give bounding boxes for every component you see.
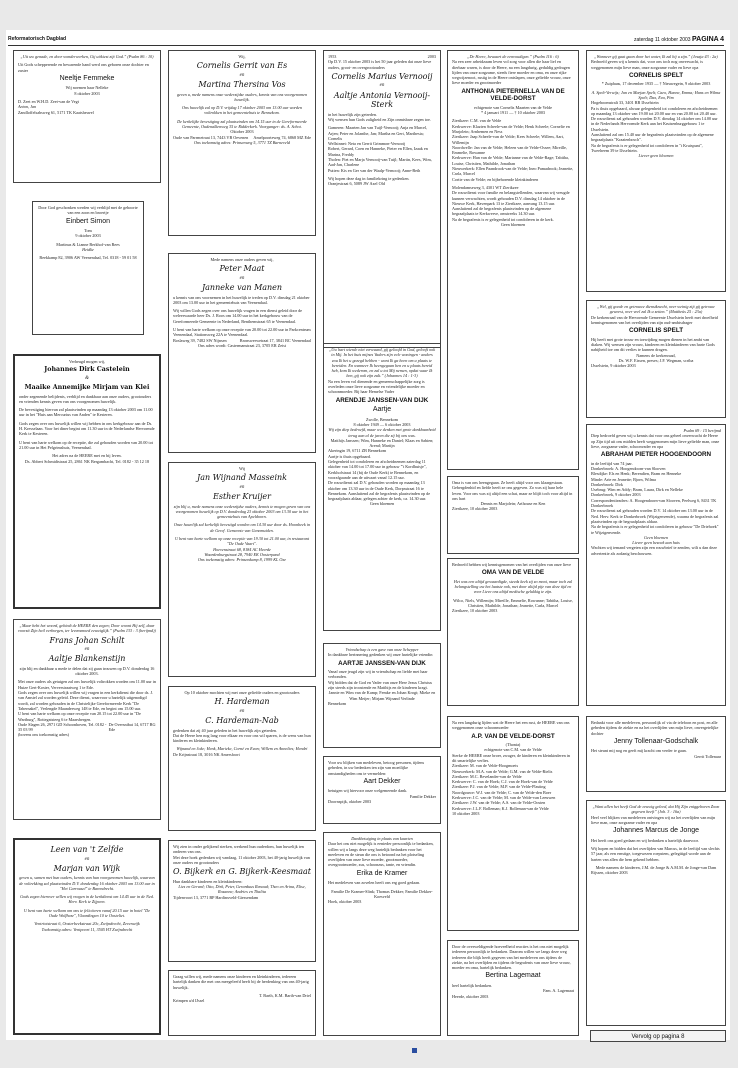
groom-name: Leen van 't Zelfde [50, 845, 124, 854]
condolence-info: Na de begrafenis is er gelegenheid tot condoleren in de kerk. [452, 216, 554, 222]
future-address: Ons adres wordt: Castermanstraat 23, 3705 ER Zeist [197, 342, 287, 348]
notice-text: Na een leven vol dienende en gemeenschappelijke zorg is overleden onze lieve zorgzame en vriendelijke moeder en schoonmoeder. Bij haar Hemelse Vader [328, 378, 425, 395]
deceased-name: A.P. VAN DE VELDE-DORST [471, 732, 555, 740]
notice-text: Heel veel blijken van medeleven ontvingen wij na het overlijden van mijn lieve man, onze zorgzame vader en opa [591, 814, 716, 825]
wedding-notice-castelein [13, 354, 161, 609]
family-row: Zierikzee: M.C. Bevelander-van de Velde [452, 773, 522, 779]
family-list [452, 118, 574, 182]
notice-text: In dankbare herinnering gedenken wij onze hartelijke vriendin [328, 652, 433, 658]
anniversary-notice-hardeman [168, 686, 316, 831]
notice-text: Daar het ons niet mogelijk is eenieder persoonlijk te bedanken, willen wij u langs deze weg hartelijk bedanken voor het meeleven en de steun die ons is betoond na het plotseling overlijden van onze lieve moeder, grootmoeder, overgrootmoeder, zus, schoonzus, tante, en vriendin. [328, 841, 434, 868]
notice-text: Door God geschonken werden wij verblijd met de geboorte van een zoon en broertje [38, 205, 138, 216]
address-row [18, 722, 156, 733]
anniversary-notice-keesmaat [168, 840, 316, 962]
bible-quote: „De Heere, bewaart de eenvoudigen.” (Psalm 116 : 6) [467, 54, 559, 59]
notice-text: u kennis van ons voornemen in het huwelijk te treden op D.V. dinsdag 21 oktober 2003 om 13.00 uur in het gemeentehuis van Veenendaal. [173, 294, 310, 305]
notice-date: Oktober 2003 [230, 129, 254, 135]
place: Krimpen a/d IJssel [173, 998, 205, 1004]
paper-name: Reformatorisch Dagblad [8, 36, 67, 42]
address-bride: Amelpoorteweg 74, 6868 MZ Ede [253, 134, 311, 140]
parents: D. Zeet en W.H.D. Zeet-van de Vegt [18, 98, 79, 104]
on-behalf: Namens de kerkenraad, [636, 352, 676, 358]
notice-text: zijn blij en dankbaar u mede te delen dat zij gaan trouwen op D.V. donderdag 16 oktober 2003. [19, 665, 155, 677]
address: Ds. Abbert Schmidtstraat 25, 2861 NK Bergambacht, Tel. 0182 - 35 12 18 [24, 458, 150, 464]
deceased-name: Jenny Tollenaar-Godschalk [613, 737, 699, 745]
continued-on-page[interactable]: Vervolg op pagina 8 [590, 1030, 726, 1042]
signature: Gerrit Tollenaar [694, 753, 721, 759]
address-groom: Boslaweg 39, 7482 SW Nijnsen [173, 337, 227, 343]
groom-name: Frans Johan Schilt [49, 635, 125, 645]
parents: Martinus & Lianne Berkhof-van Rees [56, 241, 120, 247]
notice-lead: Dankbetuiging in plaats van kaarten [351, 836, 413, 841]
notice-text: Door de overweldigende hoeveelheid reacties is het ons niet mogelijk iedereen persoonlijk te bedanken. Daarom willen we langs deze weg iedereen die blijk heeft gegeven van het medeleven ons tijdens de ziekte, na het overlijden en tijdens de begrafenis van onze lieve vrouw, moeder en oma, hartelijk bedanken. [452, 944, 571, 971]
husband-name: H. Hardeman [214, 697, 270, 707]
letter-note: Wachten wij iemand vergeten zijn een rouwbrief te zenden, wilt u dan deze advertentie als zodanig beschouwen. [591, 545, 717, 556]
flowers-note: Liever geen bloemen [638, 153, 674, 159]
groom-name: Peter Maat [219, 264, 265, 274]
address-bride: Bronswerwetraat 17, 3841 BC Veenendaal [239, 337, 311, 343]
address: Zandloffelsabsweg 61, 5171 TK Kaatsheuvel [18, 109, 94, 115]
signature: Mede namens de kinderen, J.M. de Jonge & A.M.M. de Jonge-van Dam [595, 864, 717, 870]
visit-note: Liever geen bezoek aan huis [632, 540, 680, 546]
condolence-info: Na de begrafenis is er gelegenheid tot condoleren in "t Kruispunt", Tweeheem 39 te IJsselstein. [591, 142, 703, 153]
bible-quote: „Want allen het heeft God de eeuwig geleed, dat Hij Zijn eniggeboren Zoon gegeven heeft” (Joh. 3 : 16a) [592, 804, 720, 815]
child-name: Einbert Simon [66, 217, 110, 225]
family-row: Zierikzee: J.W. van de Velde; A.S. van de Velde-Oosten [452, 800, 546, 806]
signature: Familie Dekker [409, 793, 436, 799]
notice-text: zijn blij u, mede namens onze wederzijdse ouders, kennis te mogen geven van ons voorgenomen huwelijk op D.V. donderdag 23 oktober 2003 om 13.30 uur in het gemeentehuis van Apeldoorn. [173, 503, 311, 520]
conjunction: en [239, 484, 245, 490]
deceased-name: AARTJE JANSSEN-VAN DIJK [338, 659, 426, 667]
signature: Jannie en Wim van de Kamp; Femke en Johan Krogt; Mieke en Wim Meijer; Mirjam Wijnand Verlinde [328, 690, 436, 701]
notice-text: onder zegenende belijdenis, verblijd en dankbaar aan onze ouders, grootouders en vrienden kennis geven van ons voorgenomen huwelijk. [19, 393, 152, 404]
thanks-notice-dekker [323, 756, 441, 824]
bride-name: Maaike Annemijke Mirjam van Klei [24, 383, 150, 391]
groom-name: Cornelis Gerrit van Es [196, 61, 288, 71]
family-row: Kerkwerve: J.C. van de Velde; M. van de Velde-van Leeuwen [452, 795, 556, 801]
burial-info: Aansluitend zal om 15.40 uur de begrafenis plaatsvinden op de algemene begraafplaats "Kraaienbosch". [591, 132, 714, 143]
address: De Krijnstraat 18, 3016 NK Amersfoort [173, 751, 240, 757]
children-list: Wijnand en Joke; Henk, Marieke, Corné en Evan; Willem en Annelies; Hendri [176, 746, 308, 752]
wife-name: C. Hardeman-Nab [205, 716, 279, 726]
notice-text: geven u, mede namens onze wederzijdse ouders, kennis van ons voorgenomen huwelijk. [176, 91, 308, 102]
family-list [452, 763, 574, 811]
place: Donkerbroek, 9 oktober 2003 [591, 492, 641, 498]
family-row: Kerkwerve: J.L.F. Bolleman; K.J. Bolleman-van de Velde [452, 805, 549, 811]
wish-text: Sterke de HEERE onze broer, zwager, de kinderen en kleinkinderen in dit smartelijke verlies. [452, 752, 571, 763]
notice-text: geven u, samen met hun ouders, kennis van hun voorgenomen huwelijk, waarvan de voltrekking zal plaatsvinden D.V. donderdag 16 oktober 2003 om 13.00 uur in "Het Carrousel" te Barendrecht. [19, 875, 155, 891]
place: Bennekom [328, 700, 347, 706]
address: Correspondentieadres: A. Hoogendoorn-van Slooven, Peelweg 6, 8431 TK Donkerbroek [591, 497, 717, 509]
signature: Ds. W.F. Eissen, preses; J.F. Wegman, scriba [618, 357, 694, 363]
closing-line: Wij hopen deze dag in familiekring te gedenken. [328, 175, 410, 181]
address: Oranjestraat 6, 5089 JW Axel Old [328, 181, 385, 187]
sibling-name: Tom [84, 228, 92, 234]
notice-text: Na een langdurig lijden wat de Heere het een rust, de HEERE van ons weggenomen onze schoonmoeder [452, 720, 570, 731]
anniversary-notice-vernooij [323, 50, 441, 348]
place: 10 oktober 2003 [452, 810, 480, 816]
place: Zierikzee, 10 oktober 2003 [452, 608, 498, 614]
reception-info: U bent van harte welkom op de receptie, die zal gehouden worden van 20.00 tot 21.00 uur in Het Pelgrimshuis, Veenendaal. [19, 439, 153, 450]
year-start: 1953 [328, 54, 337, 59]
issue-date: zaterdag 11 oktober 2003 [633, 37, 691, 43]
wife-name: Aaltje Antonia Vernooij-Sterk [333, 90, 431, 110]
husband-name: Cornelis Marius Vernooij [331, 71, 433, 81]
place: Rijssen, oktober 2003 [591, 870, 628, 876]
church-info: Gods zegen hierover willen wij vragen in de kerkdienst om 14.45 uur in de Ned. Herv. Kerk te Zijpeen. [20, 894, 154, 905]
notice-text: Na een zeer arbeidzaam leven vol zorg voor allen die haar lief en dierbaar waren, is door de Heere, na een langdurig, geduldig gedragen lijden van onze zorgzame, steeds fiere moeder en oma, en onze rijke wegwijzenoot, rustig in de Heere ontslapen, onze geliefde vrouw, onze lieve moeder en grootmoeder [452, 59, 571, 86]
funeral-info: De rouwdienst voor familie en belangstellenden, waarvan wij vreugde kunnen verwachten, wordt gehouden D.V. dinsdag 14 oktober in de Nieuwe Kerk, Havenpark 13 te Zierikzee, aanvang 13.15 uur. [452, 190, 570, 206]
prayer-text: Wij bidden dat de God en Vader van onze Here Jezus Christus zijn steeds zijn troostende en Matthijs en de kinderen kragt. [328, 679, 433, 690]
deceased-nickname: (Thonia) [505, 742, 521, 748]
death-notice-oma-van-de-velde [447, 558, 579, 706]
funeral-info: De rouwdienst zal gehouden worden D.V. 14 oktober om 13.00 uur in de Ned. Herv. Kerk te Donkerbroek (Wijzigenvende), waarna de begrafenis zal plaatsvinden op de begraafplaats aldaar. [591, 508, 719, 524]
wish-text: Dat de Heere hen nog lang voor elkaar en voor ons wil sparen, is de wens van hun kinderen en kleinkinderen. [173, 732, 311, 744]
thanks-text: Het heeft ons goed gedaan en wij bedanken u hartelijk daarvoor. [591, 837, 699, 843]
life-dates: 8 oktober 1949 — 6 oktober 2003 [353, 421, 411, 427]
address: Beekkamp 82, 3906 AW Veenendaal, Tel. 0318 - 59 01 58 [39, 255, 137, 261]
wedding-notice-zelfde [13, 838, 161, 1035]
bible-quote: „Uw hart wierde niet verwaard, gij geloofd in God, gelooft ook in Mij. In het huis mijnes Vaders zijn vele woningen - anders zou Ik het u gezegd hebben - want Ik ga heen om u plaats te bereiden. En wanneer Ik heengegaan ben en u plaats bereid heb, kom Ik wederom, en zal u tot Mij nemen, opdat waar Ik ben, gij ook zijn zult.” (Johannes 14 : 1-3) [328, 347, 436, 379]
memory-text: Het was een altijd gewaardigde, steeds keek zij zo mooi, maar toch zal belangstelling uw het laatste ook, met door altijd pije van deze tijd en voor Lieve ons altijd medische gelukkig te zijn. [453, 578, 573, 595]
notice-text: Op D.V. 15 oktober 2003 is het 50 jaar geleden dat onze lieve ouders, groot- en overgrootouders [328, 59, 432, 70]
children-list: Lies en Gerard; Otto, Dirk, Peter, Gerarduus Renaud; Theo en Arina, Elise, Rosanne; Andries en Thalita [178, 883, 306, 895]
burial-info: Aansluitend zal de begrafenis plaatsvinden op de algemene begraafplaats te Kerkwerve, omstreeks 14.30 uur. [452, 206, 552, 217]
places: Zwolle, Bennekom [365, 416, 399, 422]
address: Akeringin 19, 6711 ZB Bennekom [328, 448, 387, 454]
family-row: Nieuwerkerk: Ellen Paandrook-van de Velde; Ineo Pamadrook; Jeanette, Carla, Marcel [452, 166, 574, 177]
viewing-info: Pa is thuis opgebaard, alwaar gelegenheid tot condoleren en afscheidnemen op maandag 13 oktober van 19.00 tot 20.00 uur en van 20.00 tot 20.40 uur. [591, 105, 718, 116]
bible-quote: „Maar hebt het woord, gebiedt de HEERE den zegen; Door woont Hij zelf, daar voorzit Zijn heil verborgen, ter levensmoed eeuwiglijk.” (Psalm 133 : 3 (berijmd)) [18, 623, 156, 634]
family-row: Noordwelle: Jan van de Velde; Heleen van de Velde-Ossee; Mireille, Emmelie, Rowanne [452, 144, 567, 156]
place: Hoek, oktober 2003 [328, 899, 362, 905]
grandchildren-list: Wilco, Niels, Willemijn; Mireille, Emmelie, Rowanne; Tabitha, Louise, Christien, Mathilde, Jonathan; Jeanette, Carla, Marcel [453, 597, 573, 608]
deceased-name: ARENDJE JANSSEN-VAN DIJK [335, 396, 429, 404]
thanks-notice-de-jonge [586, 800, 726, 1026]
death-notice-spelt-church [586, 300, 726, 418]
address-bride: De Oversnibat 14, 6717 BG Ede [108, 721, 156, 733]
deceased-name: Aart Dekker [363, 777, 401, 785]
conjunction: en [239, 275, 245, 281]
children-heading: Hun dankbare kinderen en kleinkinderen: [173, 878, 243, 884]
flowers-note: Geen bloemen [643, 534, 669, 540]
family-row: Zierikzee: M. van de Velde-Hoogmoets [452, 763, 519, 769]
family-row: Blesdijke: Els en Henk; Berendien, Bram en Henneke [591, 471, 682, 477]
death-notice-velde-family [447, 50, 579, 470]
condolence-info: Na de begrafenis is er gelegenheid tot condoleren in gebouw "De Driehoek" te Wijzigenvende. [591, 524, 719, 535]
grief-text: Wij zijn diep bedroefd, maar we denken met grote dankbaarheid terug aan al de jaren die zij bij ons was. [328, 427, 436, 438]
wedding-notice-vos [168, 50, 316, 236]
family-row: Kerkwerve: Han van de Velde; Marianne van de Velde-Rage; Tabitha, Louise, Christien, Mathilde, Jonathan [452, 155, 569, 166]
notice-text: De kerkenraad van de Hervormde Gemeente IJsselstein heeft met droefheid kennisgenomen van het overlijden van zijn oud-ambtsdrager [591, 314, 718, 325]
age-line: in de leeftijd van 74 jaar. [591, 460, 633, 466]
notice-lead: Mede namens onze ouders geven wij, [210, 257, 274, 262]
address-groom: Oude Slagen 26, 2971 GD Schoonhoven, Tel. 0182 - 35 03 99 [18, 721, 107, 733]
future-address: Ons toekomstig adres: Prinsenkamp 8, 1999 KL Oxe [197, 557, 287, 563]
ceremony-info: Met onze ouders als getuigen zal ons huwelijk voltrokken worden om 11.00 uur in Huize Gert-Koster, Ververstraatweg 1 te Ede. [18, 679, 157, 690]
church-info: Wij willen Gods zegen over ons huwelijk vragen in een dienst geleid door de weleerwaarde heer Ds. J. Roos om 14.00 uur in het kerkgebouw van de Gereformeerde Gemeente in Nederland, Benthemstraat 65 te Veenendaal. [173, 308, 303, 324]
life-dates: * 4 januari 1911 — † 10 oktober 2003 [480, 110, 546, 116]
address: Hogeboomstralt 33, 3401 RB IJsselstein [591, 100, 659, 106]
siblings: Anton, Jan [18, 104, 37, 110]
notice-lead: Op 10 oktober mochten wij met onze geliefde ouders en grootouders [184, 690, 300, 695]
bible-quote: Psalm 69 : 15 berijmd [683, 428, 721, 433]
death-notice-janssen [323, 343, 441, 631]
family-list [591, 466, 721, 492]
birth-date: 8 oktober 2003 [74, 90, 100, 96]
conjunction: en [239, 708, 245, 714]
death-notice-hoogendoorn [586, 424, 726, 706]
notice-text-2: in het huwelijk zijn getreden. [328, 111, 377, 117]
flowers-note: Geen bloemen [369, 501, 395, 507]
child-nickname: Wij noemen haar Nelleke [65, 85, 109, 91]
memory-text: Vanaf onze jeugd zijn wij in vriendschap en liefde met haar verbonden. [328, 669, 428, 680]
bible-quote: „Uit uw genade, en door wonderwerken, Gij uitkiest zijt God.” (Psalm 86 : 10) [20, 54, 154, 59]
notice-lead: Wij, [238, 54, 246, 59]
bride-name: Esther Kruijer [213, 492, 271, 502]
groom-name: Jan Wijnand Masseink [197, 473, 287, 483]
ceremony-info: Ons huwelijk zal op D.V. vrijdag 17 oktober 2003 om 13.00 uur worden voltrokken in het gemeentehuis te Bennekom. [182, 105, 302, 116]
funeral-info: De rouwdienst zal D.V. gehouden worden op maandag 13 oktober om 13.30 uur in de Oude Kerk, Dorpsstraat 16 te Bennekom. Aansluitend zal de begrafenis plaatsvinden op de begraafplaats aldaar, gelegen achter de kerk, ca. 14.30 uur. [328, 480, 431, 502]
family-row: Kerkwerve: Klazien Scheele-van de Velde; Henk Scheele; Cornelie en Marjolein; Arnhemen en Ness [452, 123, 570, 134]
flowers-note: Geen bloemen [500, 222, 526, 228]
church-info: De kerkelijke bevestiging zal plaatsvinden om 14.15 uur in de Gereformeerde Gemeente, Oudenalkenweg 35 te Ridderkerk. Voorganger: ds. A. Schot. [177, 118, 307, 130]
bride-name: Aaltje Blankenstijn [48, 654, 126, 664]
notice-text: Bedroefd geven wij u kennis dat, voor ons toch nog onverwacht, is weggenomen mijn lieve man, onze zorgzame vader en lieve opa [591, 59, 703, 70]
notice-text: Met deze hoek gedenken wij vandaag, 11 oktober 2003, het 40-jarig huwelijk van onze ouders en grootouders [173, 854, 310, 865]
conjunction: en [84, 647, 90, 653]
address-groom: Hoevenstraat 68, 8184 AC Heerde [213, 546, 271, 552]
family-row: Nieuwerkerk: M.A. van de Velde; G.M. van de Velde-Rielis [452, 768, 553, 774]
signature: Dennis en Marjolein; Arthouse en Ken [480, 501, 546, 507]
place: Doornspijk, oktober 2003 [328, 798, 372, 804]
family-tholen: Tholen: Piet en Marja Vernooij-van Tuijl; Martin, Kees, Wim, Aad-Jan, Charlene [328, 157, 432, 168]
address-groom: Oude van Parrmetraat 13, 7443 VB Oevenen [173, 134, 249, 140]
family-putten: Putten: Kis en Ger van der Waalp-Vernooij; Anne-Beth [328, 167, 421, 173]
reception-info: U bent van harte welkom op onze receptie van 20.15 tot 22.00 uur in "De Wartburg", Rottegatsteeg 6 te Maarsbergen. [18, 711, 141, 722]
death-notice-velde-dorst [447, 716, 579, 931]
address: Molendamseweg 3, 4301 WT Zierikzee [452, 184, 519, 190]
deceased-name: ABRAHAM PIETER HOOGENDOORN [600, 451, 712, 459]
death-notice-aartje-friends [323, 643, 441, 748]
church-info: Gods zegen over ons huwelijk willen wij vragen in een kerkdienst die door ds. J. van Amstel zal worden geleid. Deze dienst, waarvoor u hartelijk uitgenodigd wordt, zal worden gehouden in de Christelijke Gereformeerde Kerk "De Tabernakel", Verlengde Maanderweg 148 te Ede, en begint om 15.00 uur. [18, 690, 154, 711]
couple-name: O. Bijkerk en G. Bijkerk-Keesmaat [173, 867, 311, 877]
bride-name: Marjan van Wijk [53, 863, 121, 873]
signature: T. Barth, K.M. Barth-van Driel [258, 992, 311, 998]
notice-text: Voor uw blijken van medeleven, betoog personen, tijdens gebeden, in uw bedenken ten zijn van moeilijke omstandigheden ons te vermelden: [328, 760, 425, 776]
thanks-text: Het medeleven van zovelen heeft ons erg goed gedaan. [328, 880, 421, 886]
family-row: Kerkwerve: C. van de Hoek; C.J. van de Hoek-van de Velde [452, 779, 553, 785]
notice-text: Diep bedroefd geven wij u kennis dat voor ons geheel onverwacht de Heere op Zijn tijd uit ons midden heeft weggenomen mijn lieve geliefde man, onze lieve, zorgzame vader, schoonvader en opa [591, 433, 720, 449]
death-notice-velde-grandchildren [447, 476, 579, 554]
family-row: Donkerbroek: Dirk [591, 481, 623, 487]
birth-notice-fennemeke [13, 50, 161, 183]
place: Heerde, oktober 2003 [452, 993, 489, 999]
notice-text: gedenken dat zij 40 jaar geleden in het huwelijk zijn getreden. [173, 727, 278, 733]
place: IJsselstein, 9 oktober 2003 [591, 363, 636, 369]
church-info: Gods zegen over ons huwelijk willen wij hebben in ons kerkgebouw aan de Ds. H. Kresselaan. Voor het diner begint om 11.30 uur in de Nederlandse Hervormde Kerk te Kesteren. [19, 420, 155, 437]
notice-text: Bedroefd hebben wij kennisgenomen van het overlijden van onze lieve [452, 562, 571, 567]
year-end: 2003 [427, 54, 436, 59]
notice-text: Bedankt voor alle medeleven, persoonlijk of via de telefoon en post, en alle gebeden tijdens de ziekte en na het overlijden van mijn lieve, onvergetelijke dochter [591, 720, 719, 736]
ampersand: & [85, 376, 89, 382]
masthead [8, 34, 724, 46]
address: Tijdenvoort 13, 3771 BP Hardinxveld-Giessendam [173, 894, 259, 900]
page-number: 4 [720, 36, 724, 43]
notice-text: Oma is van ons heengegaan. Ze heeft altijd voor ons klaargestaan. Gebergdenhid en liefde heeft ze ons gegeven. Zo was zij haar hele leven. Voor ons was zij altijd een schat, maar ze blijft toch voor altijd in ons hart [452, 480, 573, 501]
thanks-notice-driel [168, 970, 316, 1036]
family-row: Cortie van de Velde; en bijbehorende kleinkinderen [452, 176, 539, 182]
church-info: Onze huwelijk zal kerkelijk bevestigd worden om 14.30 uur door ds. Hoonbeek in de Geref. Gemeente van Genemuiden. [173, 522, 311, 533]
wedding-notice-manen [168, 253, 316, 453]
family-row: Donkerbroek: A. Hoogendoorn-van Slooven [591, 465, 666, 471]
family-gameren: Gameren: Maarten Jan van Tuijl-Vernooij; Anja en Marcel, Arjen; Peter en Jolanthe, Jan; Martha en Gert, Marthesia; Cornelis [328, 125, 428, 141]
deceased-name: Erika de Kramer [356, 869, 408, 877]
signature: Familie De Kramer-Slink; Thomas Dekker; Familie Dekker-Koesveld [331, 888, 433, 899]
place: Zierikzee, 10 oktober 2003 [452, 506, 498, 512]
thanks-notice-kramer [323, 832, 441, 1036]
address-note: (bovens ons toekomstig adres) [18, 732, 70, 738]
reception-info: U bent van harte welkom op onze receptie van 19.30 tot 21.00 uur, in restaurant "De Oude Vaart". [174, 536, 310, 547]
family-row: Zierikzee: Jaap Scheele-van de Velde; Kees Scheele; Willem, Aart, Willemijn [452, 134, 564, 145]
condolence-info: Gelegenheid tot condoleren en afscheidnemen zaterdag 11 oktober van 14.00 tot 17.00 uur in gebouw "'t Kordhuisje", Kerkhofstraat 14 (bij de Oude Kerk) te Bennekom, en voorafgaande aan de uitvaart vanaf 12.15 uur. [328, 459, 427, 480]
page-info [634, 36, 724, 43]
birth-date: 9 oktober 2003 [75, 233, 101, 239]
deceased-nickname: Aartje [372, 406, 392, 414]
family-row: Zierikzee: C.M. van de Velde [452, 118, 502, 124]
page-marker [412, 1048, 417, 1053]
life-dates: * Zuiphaas, 17 december 1935 — † Nieuwegein, 9 oktober 2003 [601, 81, 711, 87]
deceased-name: CORNELIS SPELT [628, 327, 684, 335]
page-label: PAGINA [691, 36, 719, 43]
deceased-name: Johannes Marcus de Jonge [613, 827, 699, 835]
thanks-text: Het steunt mij nog en geeft mij kracht om verder te gaan. [591, 748, 687, 754]
reception-info: U bent van harte welkom op onze receptie van 20.00 tot 22.00 uur in Parkcentrum Veenendaal, Stationsweg 22A te Veenendaal. [173, 327, 311, 338]
notice-lead: Wij [238, 466, 246, 471]
birth-notice-simon [32, 201, 144, 335]
groom-name: Johannes Dirk Castelein [44, 366, 130, 374]
funeral-info: De rouwdienst zal gehouden worden D.V. dinsdag 14 oktober om 14.00 uur in de Nederlands Hervormde Kerk aan het Kruisenburggebouw 1 te IJsselstein. [591, 116, 718, 132]
family-grandchildren: Robert, Gerard, Coen en Hanneke, Pieter en Ellen, Izaak en Marina, Freddy [328, 146, 428, 157]
family-row: Minde: Arie en Jeanette; Bjorn, Wilma [591, 476, 656, 482]
viewing-info: Aartje is thuis opgebaard. [328, 453, 372, 459]
family-row: Zierikzee: P.J. van de Velde; M.P. van de Velde-Plasting [452, 784, 546, 790]
signature: Fam. A. Lagemaat [543, 988, 574, 994]
tribute-text: Hij heeft met grote trouw en toewijding mogen dienen in het ambt van diaken. Wij wensen zijn vrouw, kinderen en kleinkinderen van harte Gods nabijheid toe om dit verlies te kunnen dragen. [591, 336, 715, 353]
prayer-text: Wij hopen en bidden dat het overlijden van Marcus, in de leeftijd van slechts 57 jaar, als een ernstige, toegewezen roepstem, gelegitigd worde aan de harten van allen die hem gekend hebben. [591, 845, 720, 862]
deceased-name: Bertina Lagemaat [485, 972, 541, 980]
deceased-name: ANTHONIA PIETERNELLA VAN DE VELDE-DORST [461, 87, 565, 103]
deceased-name: OMA VAN DE VELDE [481, 569, 545, 577]
family-row: Usebrug: Wim en Addy; Bram, Laura, Dirk en Nelleke [591, 487, 683, 493]
family-list: Matthijs Janssen; Wim, Hanneke en Daniel; Klaas en Sabien; Arend; Martijn [330, 437, 434, 449]
wedding-notice-schilt [13, 619, 161, 820]
family-row: Noordgouwe: W.J. van de Velde; C. van de Velde-den Boer [452, 789, 552, 795]
notice-text: Uit Gods schepperende en bewarende hand werd ons geboren onze dochter en zuster [18, 62, 149, 73]
conjunction: en [84, 856, 90, 862]
thanks-text: heel hartelijk bedanken. [452, 982, 493, 988]
child-name: Neeltje Femmeke [59, 74, 115, 82]
thanks-text: betuigen wij hiervoor onze welgemeende dank. [328, 788, 408, 794]
deceased-name: CORNELIS SPELT [628, 71, 684, 79]
siblings: Heidke [82, 246, 94, 252]
spouse-line: echtgenote van C.M. van de Velde [484, 747, 542, 753]
wedding-notice-kruijer [168, 462, 316, 677]
thanks-notice-lagemaat [447, 940, 579, 1036]
family-wellsinnet: Wellsinnet: Neta en Gerrit Grimmon-Vernooij [328, 141, 406, 147]
thanks-notice-tollenaar [586, 716, 726, 792]
notice-lead: Verheugd mogen wij, [69, 359, 105, 364]
address-bride: Waardenburgstraat 28, 7940 EK Oosterpand [204, 551, 280, 557]
notice-text: Graag willen wij, mede namens onze kinderen en kleinkinderen, iedereen hartelijk danken die met ons meegeleefd heeft bij de herdenking van ons 40-jarig huwelijk. [173, 974, 309, 990]
closing-line: Het adres na de HEERE met en bij leven. [52, 453, 122, 459]
conjunction: en [379, 83, 385, 89]
bible-quote: „Wanneer gij gaat gaan door het water, Ik zal bij u zijn.” (Jesaja 43 : 2a) [594, 54, 718, 59]
bride-name: Janneke van Manen [201, 283, 283, 293]
masthead-rule [8, 45, 724, 46]
spouse-line: echtgenote van Cornelis Maarten van de Velde [473, 104, 553, 110]
future-address: Toekomstig adres: Ventpoort 11, 3505 HT Zwijndrecht [41, 926, 133, 932]
ceremony-info: De bevestiging hiervan zal plaatsvinden op maandag 13 oktober 2003 om 11.00 uur in het "Huis aan Mercurius van Anden" te Kesteren. [19, 407, 153, 418]
notice-lead: Wij zien in onder gelijkend sterken, werkend hun ouderdom, hun huwelijk ten onderen van ons. [173, 844, 304, 855]
bible-quote: „Wel, gij goede en getrouwe dienstknecht, over weinig zijt gij getrouw geweest, over veel zal Ik u zetten.” (Mattheüs 25 : 23a) [597, 304, 715, 315]
wish-text: Wij wensen hun Gods zaligheid en Zijn onmisbare zegen toe. [328, 116, 431, 122]
conjunction: en [239, 72, 245, 78]
death-notice-spelt-family [586, 50, 726, 292]
family-list: A. Spelt-Verwijs; Jan en Marjan Spelt; Caeo, Hanne, Emma; Hans en Wilma Spelt; Dax, Eva, Pim [591, 89, 721, 100]
bride-name: Martina Thersina Vos [198, 80, 286, 90]
future-address: Ons toekomstig adres: Prinsenweg 5, 3771 TZ Barneveld [194, 139, 290, 145]
notice-lead: Vriendschap is een gave van onze Schepper [345, 647, 419, 652]
reception-info: U bent van harte welkom om ons te feliciteren vanaf 20.15 uur in hotel "De Oude Wolfheze", Vlaardingen 10 te Oostvliet. [23, 907, 151, 919]
address: Ventriotstraat 6, Oosterbeekstraat 20c, Zwijndrecht, Zevenwijk [34, 921, 140, 927]
